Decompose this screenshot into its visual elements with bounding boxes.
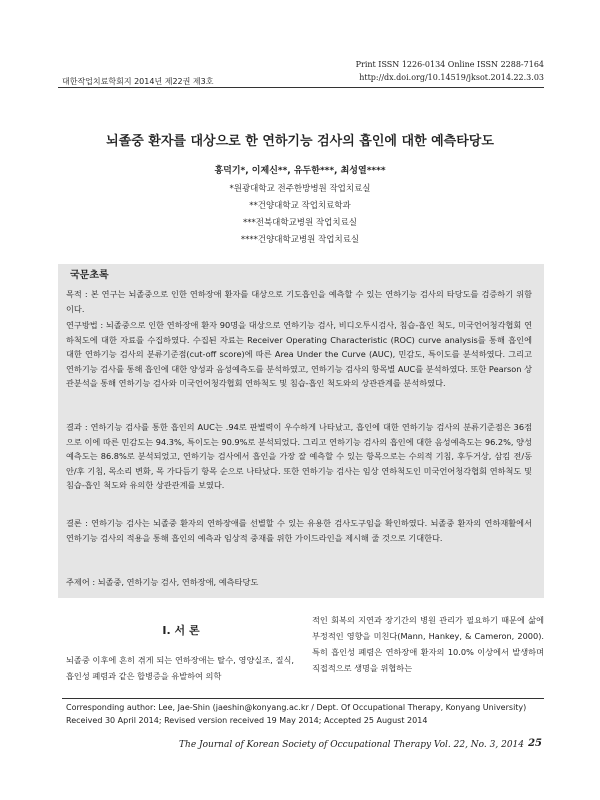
section-heading: I. 서 론 [162,624,200,637]
doi-link[interactable]: http://dx.doi.org/10.14519/jksot.2014.22.3.03 [359,73,544,82]
affiliation-3: ***전북대학교병원 작업치료실 [243,218,357,228]
corresponding-author: Corresponding author: Lee, Jae-Shin (jaeshin@konyang.ac.kr / Dept. Of Occupational Therapy, Konyang University) [66,703,527,712]
affiliation-2: **건양대학교 작업치료학과 [249,201,351,211]
keywords: 주제어 : 뇌졸중, 연하기능 검사, 연하장애, 예측타당도 [66,577,259,587]
issn-doi-block [356,58,544,84]
abstract-methods: 연구방법 : 뇌졸중으로 인한 연하장애 환자 90명을 대상으로 연하기능 검사, 비디오투시검사, 침습-흡인 척도, 미국언어청각협회 연하척도에 대한 자료를 수집하였다. 수집된 자료는 Receiver Operating Characteristic (ROC) curve analysis를 통해 흡인에 대한 연하기능 검사의 분류기준점(cut-off score)에 따른 Area Under the Curve (AUC), 민감도, 특이도를 분석하였다. 그리고 연하기능 검사를 통해 흡인에 대한 양성과 음성예측도를 분석하였고, 연하기능 검사의 항목별 AUC를 분석하였다. 또한 Pearson 상관분석을 통해 연하기능 검사와 미국언어청각협회 연하척도 및 침습-흡인 척도와의 상관관계를 분석하였다. [66,320,532,389]
received-dates: Received 30 April 2014; Revised version received 19 May 2014; Accepted 25 August 2014 [66,716,428,725]
issn-line: Print ISSN 1226-0134 Online ISSN 2288-7164 [355,60,544,69]
author-list: 홍덕기*, 이제신**, 유두한***, 최성열**** [214,166,386,176]
footnote-rule [62,698,544,699]
abstract-purpose: 목적 : 본 연구는 뇌졸중으로 인한 연하장애 환자를 대상으로 기도흡인을 예측할 수 있는 연하기능 검사의 타당도를 검증하기 위함이다. [66,289,532,314]
intro-left-column: 뇌졸중 이후에 흔히 겪게 되는 연하장애는 탈수, 영양실조, 질식, 흡인성 폐렴과 같은 합병증을 유발하여 의학 [66,655,294,681]
affiliation-4: ****건양대학교병원 작업치료실 [240,235,360,245]
affiliation-1: *원광대학교 전주한방병원 작업치료실 [229,184,371,194]
intro-right-column: 적인 회복의 지연과 장기간의 병원 관리가 필요하기 때문에 삶에 부정적인 영향을 미친다(Mann, Hankey, & Cameron, 2000). 특히 흡인성 폐렴은 연하장애 환자의 10.0% 이상에서 발생하며 직접적으로 생명을 위협하는 [312,615,544,673]
paper-title: 뇌졸중 환자를 대상으로 한 연하기능 검사의 흡인에 대한 예측타당도 [106,134,494,149]
abstract-results: 결과 : 연하기능 검사를 통한 흡인의 AUC는 .94로 판별력이 우수하게 나타났고, 흡인에 대한 연하기능 검사의 분류기준점은 36점으로 이에 따른 민감도는 94.3%, 특이도는 90.9%로 분석되었다. 그리고 연하기능 검사의 흡인에 대한 음성예측도는 96.2%, 양성예측도는 86.8%로 분석되었고, 연하기능 검사에서 흡인을 가장 잘 예측할 수 있는 항목으로는 수의적 기침, 후두거상, 삼킴 전/동안/후 기침, 목소리 변화, 목 가다듬기 항목 순으로 나타났다. 또한 연하기능 검사는 임상 연하척도인 미국언어청각협회 연하척도 및 침습-흡인 척도와 유의한 상관관계를 보였다. [66,422,532,491]
abstract-heading: 국문초록 [70,270,109,281]
page-number: 25 [528,738,542,749]
header-rule [58,87,544,88]
footer-journal: The Journal of Korean Society of Occupational Therapy Vol. 22, No. 3, 2014 [179,740,524,750]
journal-issue: 대한작업치료학회지 2014년 제22권 제3호 [62,77,214,86]
abstract-conclusion: 결론 : 연하기능 검사는 뇌졸중 환자의 연하장애를 선별할 수 있는 유용한 검사도구임을 확인하였다. 뇌졸중 환자의 연하재활에서 연하기능 검사의 적용을 통해 흡인의 예측과 임상적 중재를 위한 가이드라인을 제시해 줄 것으로 기대한다. [66,518,532,543]
